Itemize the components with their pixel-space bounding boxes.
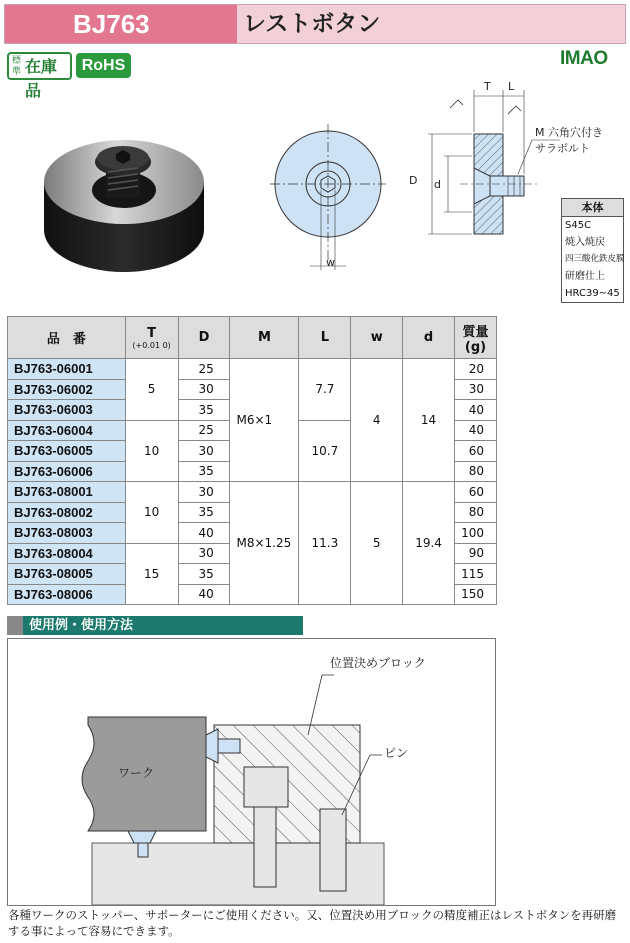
col-d: d [403, 317, 455, 359]
spec-line: 四三酸化鉄皮膜 [565, 254, 625, 264]
mass-cell: 40 [454, 420, 496, 441]
side-l-label: L [508, 80, 515, 93]
usage-section-header [7, 616, 303, 635]
mass-cell: 90 [454, 543, 496, 564]
pin-label: ピン [384, 746, 409, 760]
d-outer-cell: 30 [178, 543, 230, 564]
part-number: BJ763-08002 [8, 502, 126, 523]
mass-cell: 60 [454, 482, 496, 503]
part-number: BJ763-08005 [8, 564, 126, 585]
screw-label-1: M 六角穴付き [535, 126, 603, 139]
part-number: BJ763-06002 [8, 379, 126, 400]
col-M: M [230, 317, 299, 359]
d-outer-cell: 40 [178, 584, 230, 605]
part-number: BJ763-06006 [8, 461, 126, 482]
mass-cell: 40 [454, 400, 496, 421]
part-number: BJ763-06005 [8, 441, 126, 462]
spec-line: 研磨仕上 [565, 271, 605, 282]
col-D: D [178, 317, 230, 359]
d-outer-cell: 35 [178, 461, 230, 482]
usage-note: 各種ワークのストッパー、サポーターにご使用ください。又、位置決め用ブロックの精度補正はレストボタンを再研磨する事によって容易にできます。 [8, 908, 617, 938]
mass-cell: 80 [454, 502, 496, 523]
col-mass-unit: (g) [464, 339, 487, 355]
product-code: BJ763 [5, 5, 237, 43]
d-outer-cell: 30 [178, 441, 230, 462]
t-cell: 5 [125, 359, 178, 421]
mass-cell: 20 [454, 359, 496, 380]
col-T-tolerance: (+0.01 0) [132, 340, 171, 350]
spec-line: S45C [565, 220, 592, 231]
side-d-label: d [434, 178, 441, 191]
m-cell: M8×1.25 [230, 482, 299, 605]
mass-cell: 115 [454, 564, 496, 585]
front-w-label: w [326, 256, 335, 269]
col-T [125, 317, 178, 359]
brand-logo: IMAO [560, 48, 608, 69]
l-cell: 7.7 [299, 359, 351, 421]
part-number: BJ763-08006 [8, 584, 126, 605]
d-outer-cell: 35 [178, 502, 230, 523]
col-mass [454, 317, 496, 359]
mass-cell: 30 [454, 379, 496, 400]
usage-diagram [8, 639, 495, 905]
dimension-table [7, 316, 497, 605]
usage-title: 使用例・使用方法 [29, 618, 134, 633]
d-outer-cell: 35 [178, 400, 230, 421]
mass-cell: 150 [454, 584, 496, 605]
d-outer-cell: 30 [178, 379, 230, 400]
table-header-row [8, 317, 497, 359]
table-row [8, 482, 497, 503]
col-L: L [299, 317, 351, 359]
part-number: BJ763-06003 [8, 400, 126, 421]
material-spec-box [561, 198, 624, 303]
part-number: BJ763-08003 [8, 523, 126, 544]
spec-line: 焼入焼戻 [565, 237, 605, 248]
col-part-number: 品 番 [8, 317, 126, 359]
product-name: レストボタン [243, 11, 381, 37]
d-outer-cell: 25 [178, 420, 230, 441]
mass-cell: 100 [454, 523, 496, 544]
rohs-badge: RoHS [76, 53, 131, 78]
stock-label: 在庫品 [25, 57, 58, 100]
t-cell: 10 [125, 482, 178, 544]
l-cell: 11.3 [299, 482, 351, 605]
d-outer-cell: 35 [178, 564, 230, 585]
d-outer-cell: 40 [178, 523, 230, 544]
d-outer-cell: 30 [178, 482, 230, 503]
standard-label: 標準 [12, 56, 22, 77]
usage-diagram-frame [7, 638, 496, 906]
mass-cell: 80 [454, 461, 496, 482]
side-D-label: D [409, 174, 418, 187]
d-inner-cell: 14 [403, 359, 455, 482]
d-outer-cell: 25 [178, 359, 230, 380]
spec-line: HRC39~45 [565, 288, 620, 299]
part-number: BJ763-06004 [8, 420, 126, 441]
col-w: w [351, 317, 403, 359]
block-label: 位置決めブロック [330, 656, 426, 670]
standard-stock-badge [7, 52, 72, 100]
col-mass-label: 質量 [462, 324, 489, 340]
screw-label-2: サラボルト [535, 142, 590, 155]
part-number: BJ763-08001 [8, 482, 126, 503]
side-t-label: T [484, 80, 491, 93]
part-number: BJ763-06001 [8, 359, 126, 380]
part-number: BJ763-08004 [8, 543, 126, 564]
work-label: ワーク [118, 766, 155, 780]
product-photo [34, 110, 214, 280]
table-row [8, 359, 497, 380]
m-cell: M6×1 [230, 359, 299, 482]
t-cell: 15 [125, 543, 178, 605]
product-header [4, 4, 626, 44]
t-cell: 10 [125, 420, 178, 482]
d-inner-cell: 19.4 [403, 482, 455, 605]
col-T-label: T [147, 325, 157, 341]
section-marker [7, 616, 23, 635]
w-cell: 5 [351, 482, 403, 605]
l-cell: 10.7 [299, 420, 351, 482]
mass-cell: 60 [454, 441, 496, 462]
spec-title: 本体 [562, 199, 623, 217]
w-cell: 4 [351, 359, 403, 482]
